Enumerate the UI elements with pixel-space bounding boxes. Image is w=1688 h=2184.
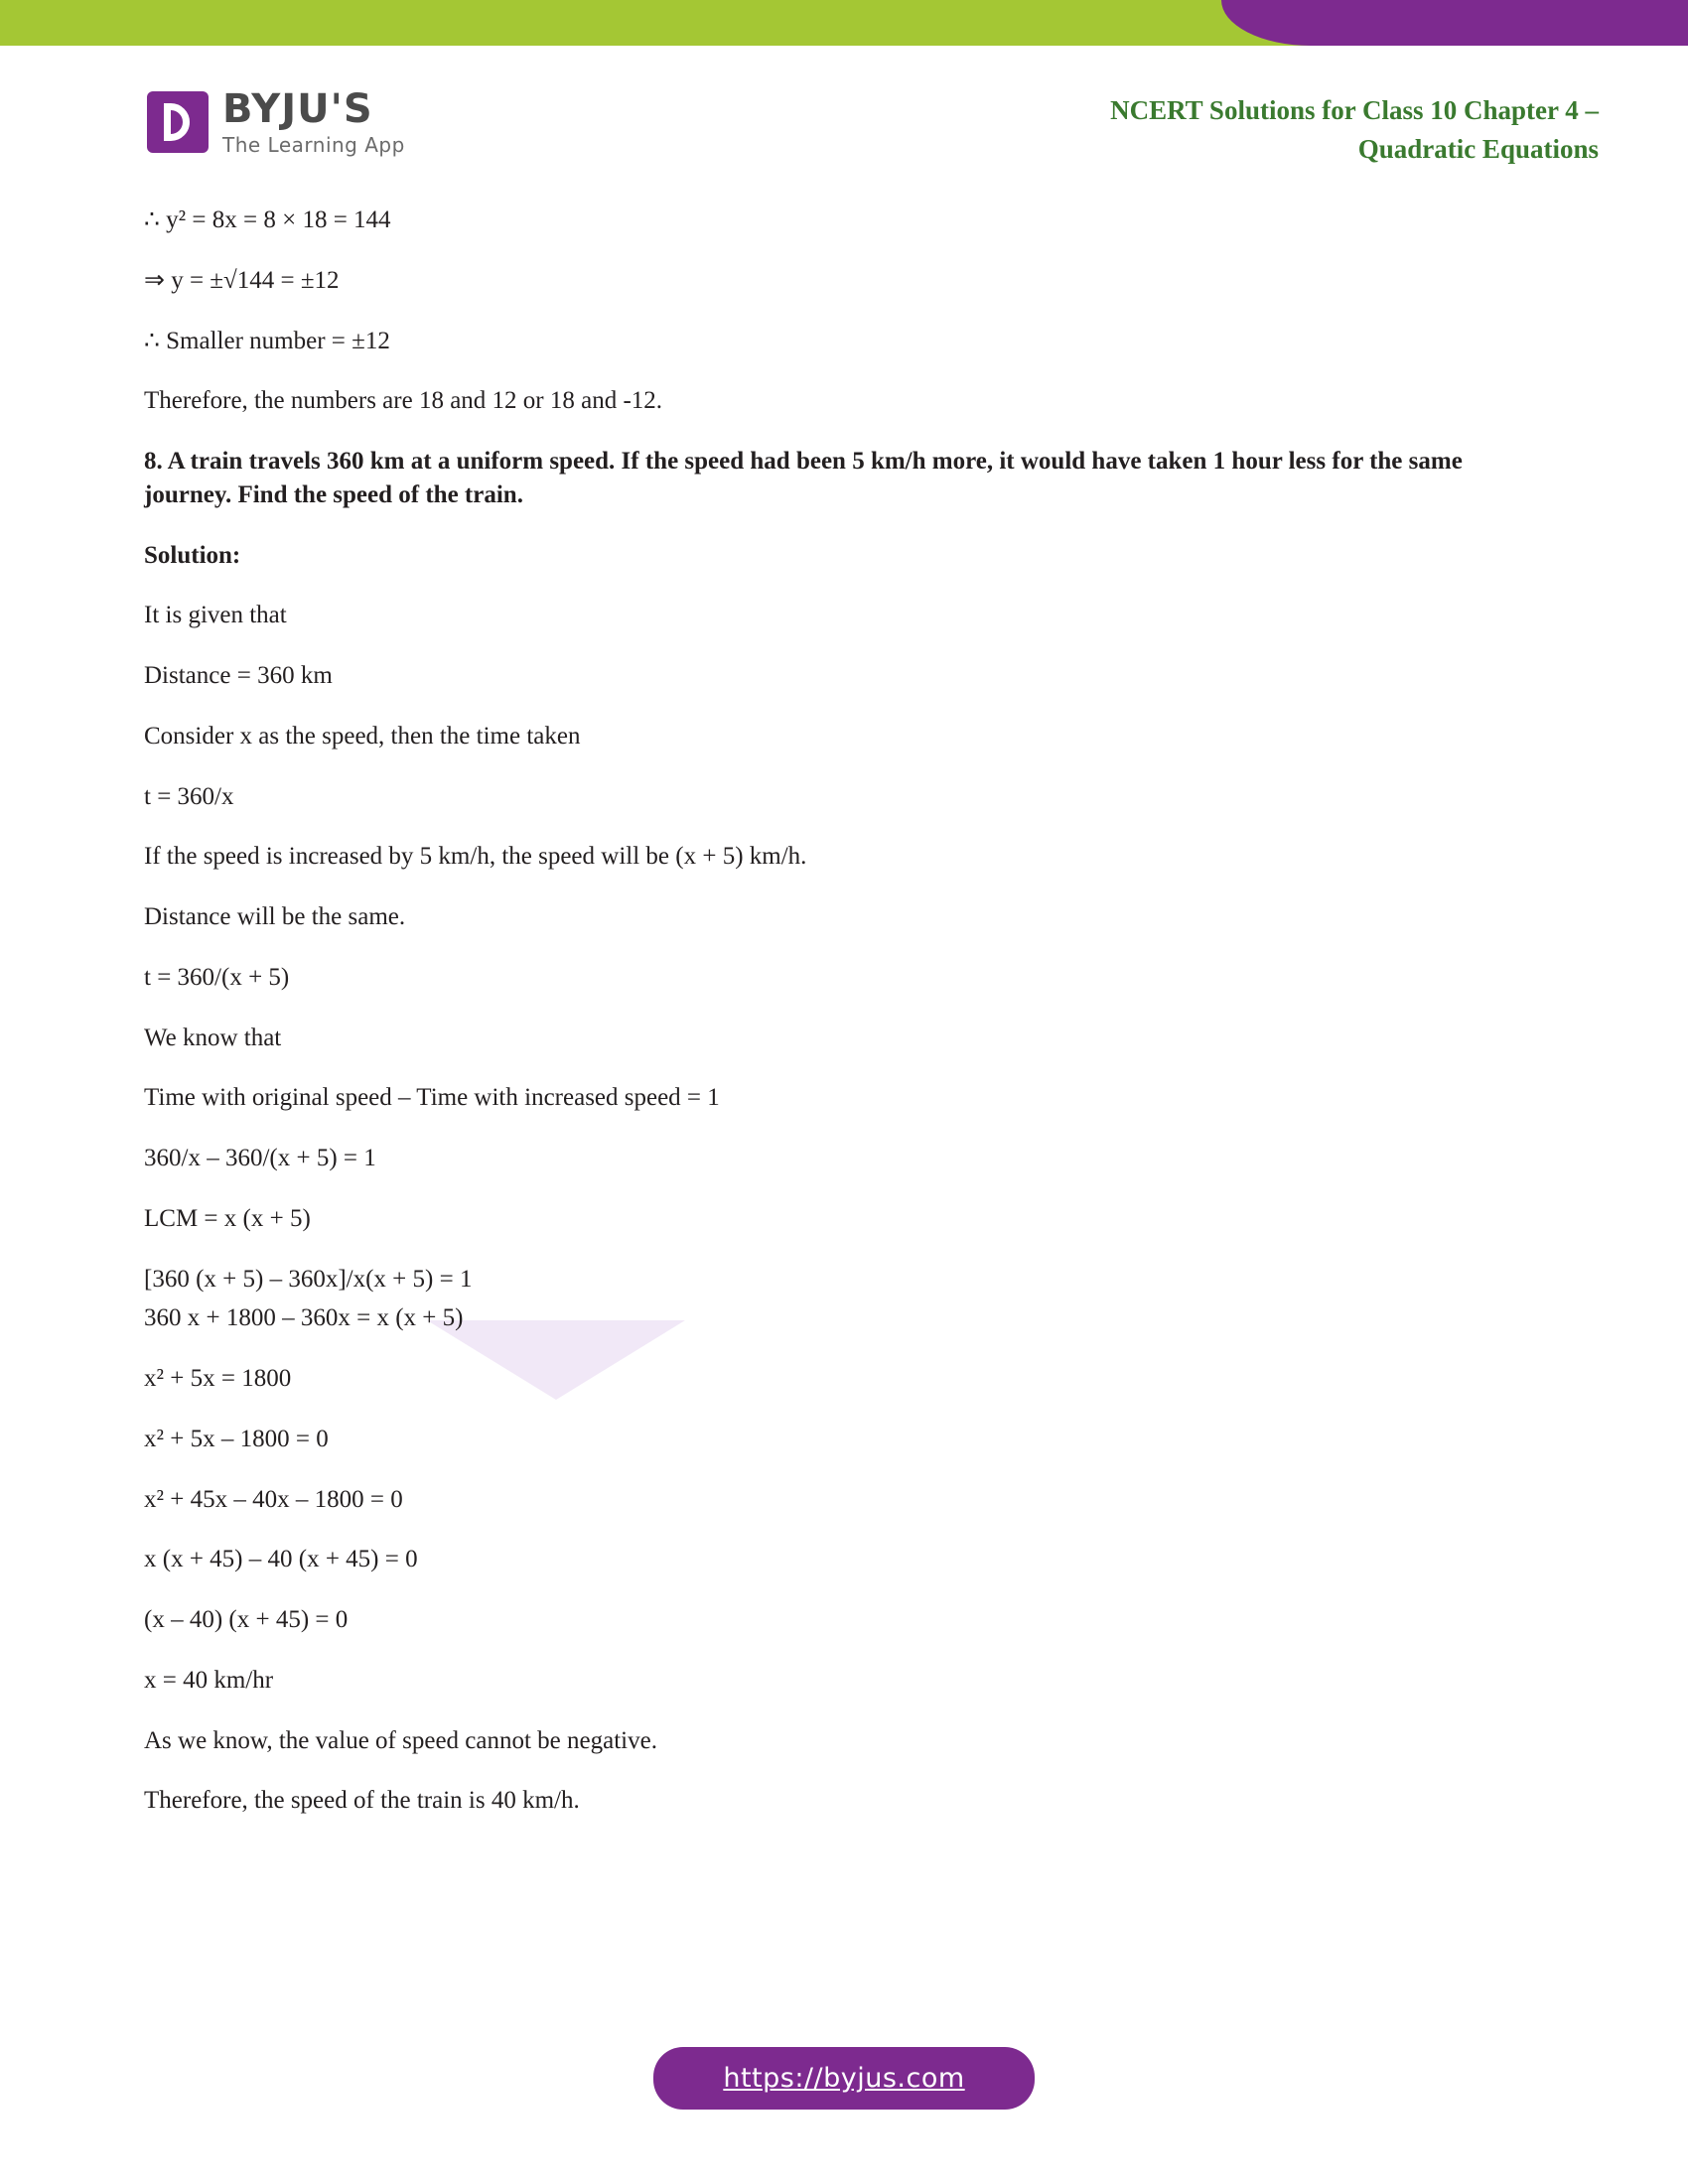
text-line: We know that <box>144 1024 282 1051</box>
byjus-website-link[interactable]: https://byjus.com <box>653 2047 1034 2110</box>
brand-tagline: The Learning App <box>222 133 405 157</box>
text-line: LCM = x (x + 5) <box>144 1204 311 1232</box>
text-line: Therefore, the speed of the train is 40 km/h. <box>144 1787 580 1815</box>
text-line: x² + 45x – 40x – 1800 = 0 <box>144 1485 403 1513</box>
text-line: Distance will be the same. <box>144 903 406 930</box>
text-line: t = 360/(x + 5) <box>144 963 290 991</box>
page-footer <box>0 2047 1688 2110</box>
text-line: 360 x + 1800 – 360x = x (x + 5) <box>144 1304 464 1332</box>
text-line: Consider x as the speed, then the time taken <box>144 722 581 750</box>
text-line: If the speed is increased by 5 km/h, the speed will be (x + 5) km/h. <box>144 843 807 871</box>
text-line: x (x + 45) – 40 (x + 45) = 0 <box>144 1546 418 1573</box>
byjus-logo-text <box>222 86 405 157</box>
text-line: x² + 5x – 1800 = 0 <box>144 1425 329 1452</box>
text-line: ⇒ y = ±√144 = ±12 <box>144 266 340 294</box>
page-title-line-2: Quadratic Equations <box>1357 134 1599 165</box>
text-line: x² + 5x = 1800 <box>144 1365 292 1392</box>
text-line: Therefore, the numbers are 18 and 12 or 18 and -12. <box>144 387 663 415</box>
solution-heading: Solution: <box>144 541 241 569</box>
page-title <box>824 91 1599 169</box>
text-line: ∴ y² = 8x = 8 × 18 = 144 <box>144 206 391 233</box>
text-line: Time with original speed – Time with increased speed = 1 <box>144 1084 720 1112</box>
text-line: ∴ Smaller number = ±12 <box>144 327 390 354</box>
text-line: t = 360/x <box>144 782 234 810</box>
text-line: (x – 40) (x + 45) = 0 <box>144 1606 349 1633</box>
text-line: Distance = 360 km <box>144 662 333 689</box>
text-line: [360 (x + 5) – 360x]/x(x + 5) = 1 <box>144 1265 473 1293</box>
text-line: As we know, the value of speed cannot be negative. <box>144 1726 657 1754</box>
brand-name: BYJU'S <box>222 86 373 132</box>
question-text: 8. A train travels 360 km at a uniform speed. If the speed had been 5 km/h more, it would have taken 1 hour less for the same journey. Find the speed of the train. <box>144 448 1463 508</box>
byjus-logo <box>147 86 405 157</box>
text-line: x = 40 km/hr <box>144 1666 274 1694</box>
text-line: It is given that <box>144 602 287 629</box>
document-body <box>144 204 1554 1844</box>
page-title-line-1: NCERT Solutions for Class 10 Chapter 4 – <box>1110 95 1599 125</box>
text-line: 360/x – 360/(x + 5) = 1 <box>144 1145 376 1171</box>
purple-banner-shape <box>1221 0 1688 46</box>
byjus-logo-icon <box>147 91 209 153</box>
top-decorative-bar <box>0 0 1688 46</box>
page-header <box>0 69 1688 179</box>
